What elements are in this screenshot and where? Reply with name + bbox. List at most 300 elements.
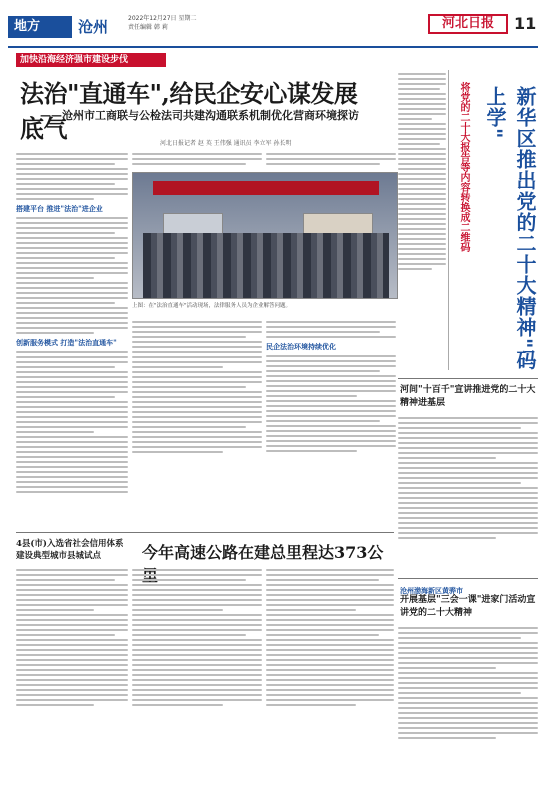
text-line <box>16 173 128 175</box>
text-line <box>398 73 446 75</box>
text-line <box>16 267 128 269</box>
right-vertical-headline: 新华区推出党的二十大精神"码上学" <box>483 86 537 371</box>
text-line <box>398 462 538 464</box>
text-line <box>16 639 128 641</box>
text-line <box>266 380 396 382</box>
text-line <box>398 632 538 634</box>
text-line <box>398 522 538 524</box>
text-line <box>16 421 128 423</box>
text-line <box>16 401 128 403</box>
right-text-col <box>398 70 446 370</box>
text-line <box>266 331 380 333</box>
text-line <box>132 569 262 571</box>
text-line <box>266 699 394 701</box>
text-line <box>16 153 128 155</box>
text-line <box>398 707 538 709</box>
text-line <box>398 717 538 719</box>
text-line <box>16 619 128 621</box>
text-line <box>16 262 128 264</box>
text-line <box>132 604 262 606</box>
text-line <box>266 410 396 412</box>
text-line <box>398 627 538 629</box>
main-subhead: ——沧州市工商联与公检法司共建沟通联系机制优化营商环境探访 <box>40 109 359 122</box>
text-line <box>266 619 394 621</box>
main-text-col-3-top <box>266 150 396 172</box>
text-line <box>398 203 446 205</box>
text-line <box>398 78 446 80</box>
text-line <box>266 370 380 372</box>
text-line <box>398 103 446 105</box>
text-line <box>16 649 128 651</box>
credit-headline: 4县(市)入选省社会信用体系建设典型城市县城试点 <box>16 539 124 561</box>
text-line <box>398 113 446 115</box>
text-line <box>132 406 262 408</box>
text-line <box>266 684 394 686</box>
text-line <box>398 732 538 734</box>
text-line <box>16 361 128 363</box>
text-line <box>132 634 246 636</box>
text-line <box>132 446 262 448</box>
text-line <box>132 624 262 626</box>
text-line <box>16 599 128 601</box>
text-line <box>132 649 262 651</box>
text-line <box>16 411 128 413</box>
text-line <box>266 649 394 651</box>
text-line <box>132 326 262 328</box>
text-line <box>16 252 128 254</box>
text-line <box>16 574 128 576</box>
text-line <box>398 138 446 140</box>
text-line <box>266 579 379 581</box>
main-text-col-2 <box>132 318 262 530</box>
highway-text-col-2 <box>266 566 394 784</box>
text-line <box>398 123 446 125</box>
text-line <box>16 381 128 383</box>
text-line <box>266 659 394 661</box>
text-line <box>266 654 394 656</box>
text-line <box>398 88 440 90</box>
text-line <box>398 482 521 484</box>
text-line <box>398 677 538 679</box>
text-line <box>132 431 262 433</box>
text-line <box>398 118 432 120</box>
text-line <box>398 527 538 529</box>
text-line <box>132 158 262 160</box>
text-line <box>398 487 538 489</box>
text-line <box>398 422 538 424</box>
divider-right-2 <box>398 578 538 579</box>
text-line <box>398 467 538 469</box>
text-line <box>16 659 128 661</box>
text-line <box>398 712 538 714</box>
date-line: 2022年12月27日 星期二 <box>128 15 197 22</box>
text-line <box>16 629 128 631</box>
text-line <box>266 163 380 165</box>
text-line <box>16 188 128 190</box>
text-line <box>132 391 262 393</box>
text-line <box>266 589 394 591</box>
text-line <box>16 232 115 234</box>
text-line <box>132 451 223 453</box>
text-line <box>398 657 538 659</box>
photo-caption: 上图：在"法治直通车"活动现场，法律服务人员为企业解答问题。 <box>132 303 292 309</box>
text-line <box>16 451 128 453</box>
text-line <box>398 143 440 145</box>
text-line <box>398 198 446 200</box>
text-line <box>16 198 94 200</box>
text-line <box>16 272 128 274</box>
header-rule <box>8 46 538 48</box>
text-line <box>132 609 223 611</box>
editor-line: 责任编辑 韩 莉 <box>128 24 168 31</box>
text-line <box>398 253 446 255</box>
text-line <box>132 371 262 373</box>
text-line <box>266 624 394 626</box>
text-line <box>398 213 446 215</box>
text-line <box>16 644 128 646</box>
text-line <box>16 351 128 353</box>
text-line <box>266 385 396 387</box>
text-line <box>398 722 538 724</box>
text-line <box>398 93 446 95</box>
text-line <box>266 365 396 367</box>
text-line <box>16 396 115 398</box>
text-line <box>132 411 262 413</box>
text-line <box>266 669 394 671</box>
text-line <box>16 287 128 289</box>
text-line <box>398 532 538 534</box>
text-line <box>16 441 128 443</box>
text-line <box>16 584 128 586</box>
text-line <box>398 647 538 649</box>
text-line <box>132 664 262 666</box>
text-line <box>398 427 521 429</box>
text-line <box>398 517 538 519</box>
text-line <box>132 669 262 671</box>
text-line <box>16 416 128 418</box>
text-line <box>132 629 262 631</box>
text-line <box>132 689 262 691</box>
text-line <box>266 336 396 338</box>
text-line <box>16 684 128 686</box>
text-line <box>16 614 128 616</box>
text-line <box>132 416 262 418</box>
text-line <box>266 390 396 392</box>
text-line <box>16 466 128 468</box>
text-line <box>132 574 262 576</box>
text-line <box>398 667 496 669</box>
text-line <box>132 589 262 591</box>
text-line <box>398 692 521 694</box>
photo-banner <box>153 181 379 195</box>
text-line <box>16 222 128 224</box>
text-line <box>16 456 128 458</box>
text-line <box>266 629 394 631</box>
text-line <box>132 614 262 616</box>
text-line <box>266 430 396 432</box>
text-line <box>132 644 262 646</box>
main-byline: 河北日报记者 赵 英 王伟强 通讯员 李立军 孙长明 <box>160 140 292 147</box>
text-line <box>132 426 246 428</box>
text-line <box>398 148 446 150</box>
issue-date <box>128 14 196 32</box>
text-line <box>398 193 446 195</box>
text-line <box>398 238 446 240</box>
text-line <box>266 440 396 442</box>
text-line <box>16 654 128 656</box>
main-text-col-1 <box>16 150 128 530</box>
text-line <box>266 689 394 691</box>
text-line <box>132 441 262 443</box>
text-line <box>16 391 128 393</box>
text-line <box>16 193 128 195</box>
text-line <box>132 163 246 165</box>
masthead-logo: 河北日报 <box>428 14 508 34</box>
text-line <box>16 481 128 483</box>
text-line <box>132 674 262 676</box>
text-line <box>132 336 246 338</box>
text-line <box>398 432 538 434</box>
text-line <box>16 579 115 581</box>
text-line <box>266 420 380 422</box>
text-line <box>16 277 94 279</box>
text-line <box>16 491 128 493</box>
text-line <box>398 662 538 664</box>
text-line <box>16 307 128 309</box>
text-line <box>266 415 396 417</box>
main-subtitle-3: 民企法治环境持续优化 <box>266 342 336 351</box>
text-line <box>132 599 262 601</box>
text-line <box>266 355 396 357</box>
text-line <box>16 332 94 334</box>
text-line <box>16 386 128 388</box>
text-line <box>398 188 446 190</box>
text-line <box>16 704 94 706</box>
text-line <box>16 674 128 676</box>
text-line <box>398 477 538 479</box>
text-line <box>266 400 396 402</box>
text-line <box>398 697 538 699</box>
text-line <box>132 361 262 363</box>
text-line <box>266 326 396 328</box>
text-line <box>266 679 394 681</box>
text-line <box>266 450 357 452</box>
text-line <box>16 242 128 244</box>
section-label: 地方 <box>8 16 72 38</box>
text-line <box>132 386 246 388</box>
text-line <box>266 594 394 596</box>
text-line <box>398 243 446 245</box>
main-subtitle-2: 创新服务模式 打造"法治直通车" <box>16 338 117 347</box>
text-line <box>398 442 538 444</box>
city-label: 沧州 <box>78 18 109 36</box>
text-line <box>16 694 128 696</box>
text-line <box>132 679 262 681</box>
text-line <box>398 472 538 474</box>
text-line <box>16 292 128 294</box>
text-line <box>266 435 396 437</box>
hejian-text <box>398 414 538 574</box>
text-line <box>266 445 396 447</box>
text-line <box>16 446 128 448</box>
text-line <box>16 257 115 259</box>
text-line <box>398 452 538 454</box>
text-line <box>398 158 446 160</box>
event-photo <box>132 172 398 299</box>
text-line <box>398 263 446 265</box>
text-line <box>16 669 128 671</box>
text-line <box>16 178 128 180</box>
text-line <box>16 486 128 488</box>
text-line <box>398 447 538 449</box>
text-line <box>16 366 115 368</box>
text-line <box>132 341 262 343</box>
text-line <box>398 183 446 185</box>
text-line <box>16 297 128 299</box>
text-line <box>398 83 446 85</box>
text-line <box>16 431 94 433</box>
text-line <box>266 153 396 155</box>
text-line <box>132 436 262 438</box>
text-line <box>266 664 394 666</box>
text-line <box>266 321 396 323</box>
text-line <box>266 584 394 586</box>
text-line <box>132 321 262 323</box>
main-headline: 法治"直通车",给民企安心谋发展底气 <box>20 79 358 143</box>
text-line <box>132 579 246 581</box>
text-line <box>16 634 115 636</box>
divider-lower <box>16 532 394 533</box>
text-line <box>398 98 446 100</box>
text-line <box>16 302 115 304</box>
text-line <box>16 624 128 626</box>
text-line <box>398 537 496 539</box>
text-line <box>16 699 128 701</box>
right-vertical-subhead: 将党的二十大报告等内容转换成二维码 <box>458 82 469 252</box>
text-line <box>398 497 538 499</box>
text-line <box>266 158 396 160</box>
text-line <box>16 461 128 463</box>
text-line <box>398 687 538 689</box>
huanghua-text <box>398 624 538 784</box>
text-line <box>132 594 262 596</box>
text-line <box>266 569 394 571</box>
text-line <box>132 366 223 368</box>
text-line <box>398 682 538 684</box>
text-line <box>398 637 521 639</box>
text-line <box>398 457 496 459</box>
text-line <box>398 492 538 494</box>
text-line <box>266 360 396 362</box>
text-line <box>132 381 262 383</box>
text-line <box>398 218 446 220</box>
text-line <box>16 163 115 165</box>
text-line <box>398 652 538 654</box>
text-line <box>266 375 396 377</box>
text-line <box>398 437 538 439</box>
text-line <box>398 727 538 729</box>
text-line <box>16 168 128 170</box>
right-column-divider <box>448 70 449 370</box>
text-line <box>266 694 394 696</box>
text-line <box>16 371 128 373</box>
text-line <box>16 322 128 324</box>
text-line <box>132 376 262 378</box>
huanghua-headline: 开展基层"三会一课"进家门活动宣讲党的二十大精神 <box>400 595 536 618</box>
text-line <box>266 644 394 646</box>
text-line <box>398 512 538 514</box>
text-line <box>266 405 396 407</box>
text-line <box>16 247 128 249</box>
huanghua-kicker: 沧州渤海新区黄骅市 <box>400 586 463 595</box>
text-line <box>16 327 128 329</box>
text-line <box>398 133 446 135</box>
text-line <box>398 248 446 250</box>
text-line <box>16 664 128 666</box>
text-line <box>16 312 128 314</box>
text-line <box>132 401 262 403</box>
text-line <box>132 694 262 696</box>
text-line <box>266 634 379 636</box>
text-line <box>132 396 262 398</box>
text-line <box>398 108 446 110</box>
hejian-headline: 河间"十百千"宣讲推进党的二十大精神进基层 <box>400 385 536 408</box>
text-line <box>16 227 128 229</box>
text-line <box>398 178 446 180</box>
main-text-col-2-top <box>132 150 262 172</box>
text-line <box>16 376 128 378</box>
text-line <box>132 619 262 621</box>
text-line <box>16 569 128 571</box>
text-line <box>132 659 262 661</box>
text-line <box>16 317 128 319</box>
text-line <box>16 476 128 478</box>
text-line <box>266 574 394 576</box>
text-line <box>16 217 128 219</box>
text-line <box>132 331 262 333</box>
text-line <box>398 223 446 225</box>
text-line <box>266 395 357 397</box>
text-line <box>16 471 128 473</box>
divider-right-1 <box>398 378 538 379</box>
text-line <box>398 128 446 130</box>
text-line <box>266 599 394 601</box>
page-header <box>8 10 538 46</box>
text-line <box>132 654 262 656</box>
text-line <box>16 689 128 691</box>
text-line <box>266 609 356 611</box>
text-line <box>132 684 262 686</box>
text-line <box>16 406 128 408</box>
credit-text <box>16 566 128 784</box>
text-line <box>398 502 538 504</box>
text-line <box>266 614 394 616</box>
text-line <box>16 237 128 239</box>
text-line <box>16 282 128 284</box>
text-line <box>398 153 446 155</box>
text-line <box>398 208 446 210</box>
text-line <box>398 233 446 235</box>
text-line <box>266 674 394 676</box>
text-line <box>398 258 446 260</box>
text-line <box>398 228 446 230</box>
text-line <box>132 356 262 358</box>
text-line <box>398 672 538 674</box>
text-line <box>16 589 128 591</box>
text-line <box>132 699 262 701</box>
main-subtitle-1: 搭建平台 推进"法治"进企业 <box>16 204 103 213</box>
page-number: 11 <box>514 14 537 33</box>
